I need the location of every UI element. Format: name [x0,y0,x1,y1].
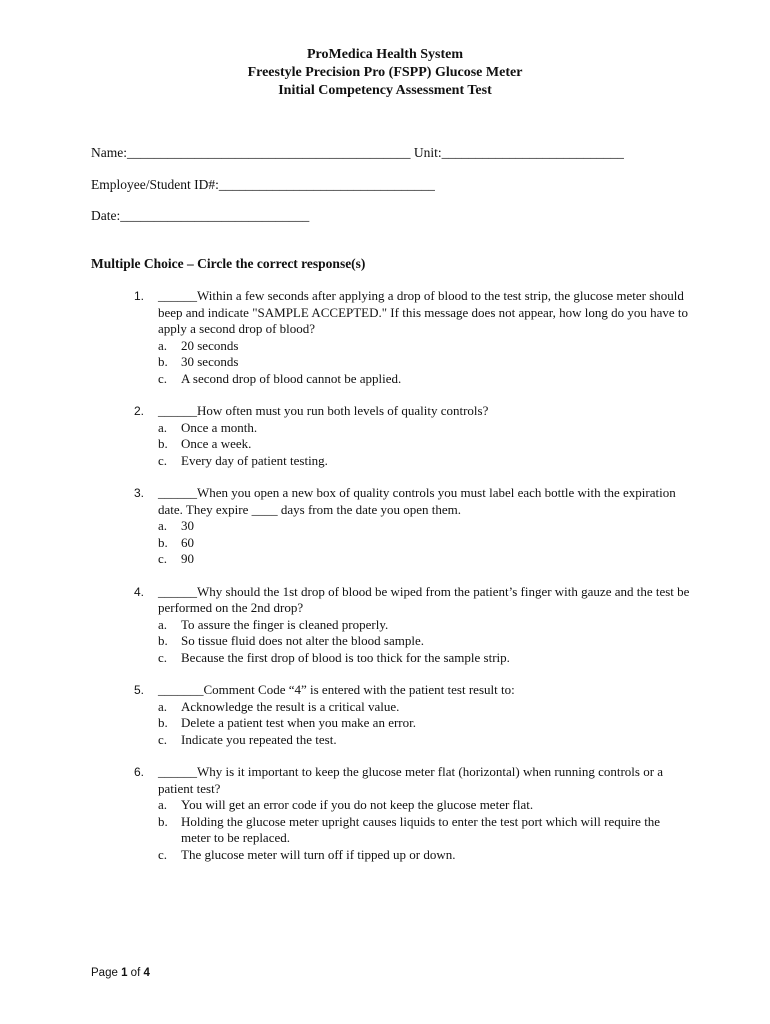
question-2 [120,403,690,469]
options-list [158,797,690,863]
option-text: Delete a patient test when you make an error. [181,715,416,730]
document-header [0,46,770,100]
option-letter: a. [158,518,168,533]
question-text: _______Comment Code “4” is entered with the patient test result to: [158,682,515,697]
option-c[interactable] [158,650,690,667]
option-a[interactable] [158,617,690,634]
total-pages: 4 [143,967,150,979]
option-letter: c. [158,731,168,747]
option-text: 60 [181,534,194,550]
option-letter: a. [158,698,168,714]
question-text: ______How often must you run both levels of quality controls? [158,403,489,418]
option-letter: b. [158,354,168,369]
test-title: Initial Competency Assessment Test [278,83,492,98]
question-number: 2. [134,404,145,418]
question-number: 1. [134,289,145,303]
option-text: 30 [181,518,194,533]
option-c[interactable] [158,453,690,470]
option-b[interactable] [158,436,690,453]
option-c[interactable] [158,551,690,568]
question-number: 4. [134,584,145,599]
option-text: A second drop of blood cannot be applied. [181,370,402,386]
option-letter: a. [158,616,168,632]
option-c[interactable] [158,371,690,388]
name-unit-field[interactable]: Name:__________________________________________ Unit:___________________________ [91,145,624,160]
option-letter: c. [158,649,168,665]
section-title: Multiple Choice – Circle the correct response(s) [91,256,366,271]
option-letter: b. [158,813,168,829]
option-text: 90 [181,551,194,566]
question-5 [120,682,690,748]
option-letter: c. [158,370,168,386]
question-text: ______Why is it important to keep the glucose meter flat (horizontal) when running controls or a patient test? [158,764,664,796]
option-c[interactable] [158,732,690,749]
option-b[interactable] [158,633,690,650]
option-text: So tissue fluid does not alter the blood sample. [181,633,424,648]
option-letter: c. [158,846,168,862]
option-letter: b. [158,633,168,648]
question-number: 5. [134,683,145,697]
question-1 [120,288,690,387]
date-field[interactable]: Date:____________________________ [91,208,310,223]
option-text: Indicate you repeated the test. [181,731,337,747]
options-list [158,617,690,667]
option-text: Once a week. [181,436,252,451]
question-text: ______Why should the 1st drop of blood be wiped from the patient’s finger with gauze and the test be performed on the 2nd drop? [158,583,690,615]
option-letter: a. [158,419,168,435]
question-number: 3. [134,486,145,500]
option-letter: a. [158,797,168,812]
organization-title: ProMedica Health System [306,47,464,62]
question-text: ______When you open a new box of quality controls you must label each bottle with the expiration date. They expire ____ days from the date you open them. [158,485,676,517]
option-c[interactable] [158,847,690,864]
question-4 [120,584,690,667]
option-b[interactable] [158,535,690,552]
option-text: Once a month. [181,419,258,435]
option-letter: a. [158,337,168,353]
option-text: The glucose meter will turn off if tipped up or down. [181,846,456,862]
of-word: of [130,967,141,979]
options-list [158,338,690,388]
option-text: Every day of patient testing. [181,452,328,468]
options-list [158,699,690,749]
options-list [158,518,690,568]
option-text: Acknowledge the result is a critical value. [181,698,400,714]
option-b[interactable] [158,354,690,371]
option-text: Because the first drop of blood is too thick for the sample strip. [181,649,510,665]
option-text: Holding the glucose meter upright causes liquids to enter the test port which will require the meter to be replaced. [181,813,661,845]
page-word: Page [91,967,118,979]
option-letter: c. [158,551,168,566]
option-letter: b. [158,534,168,550]
question-6 [120,764,690,863]
question-list [120,288,690,879]
employee-id-field[interactable]: Employee/Student ID#:________________________________ [91,177,435,192]
page-footer [91,967,150,979]
option-b[interactable] [158,715,690,732]
option-text: To assure the finger is cleaned properly. [181,616,389,632]
option-letter: b. [158,436,168,451]
option-a[interactable] [158,797,690,814]
option-a[interactable] [158,699,690,716]
current-page: 1 [121,967,128,979]
question-3 [120,485,690,568]
option-a[interactable] [158,518,690,535]
option-text: 20 seconds [181,337,239,353]
options-list [158,420,690,470]
option-b[interactable] [158,814,690,847]
option-a[interactable] [158,420,690,437]
option-letter: b. [158,715,168,730]
option-letter: c. [158,452,168,468]
question-number: 6. [134,765,145,779]
option-text: 30 seconds [181,354,239,369]
question-text: ______Within a few seconds after applying a drop of blood to the test strip, the glucose meter should beep and indicate "SAMPLE ACCEPTED." If this message does not appear, how long do you have to apply a second drop of blood? [158,288,689,336]
option-text: You will get an error code if you do not keep the glucose meter flat. [181,797,534,812]
option-a[interactable] [158,338,690,355]
device-title: Freestyle Precision Pro (FSPP) Glucose Meter [247,65,523,80]
